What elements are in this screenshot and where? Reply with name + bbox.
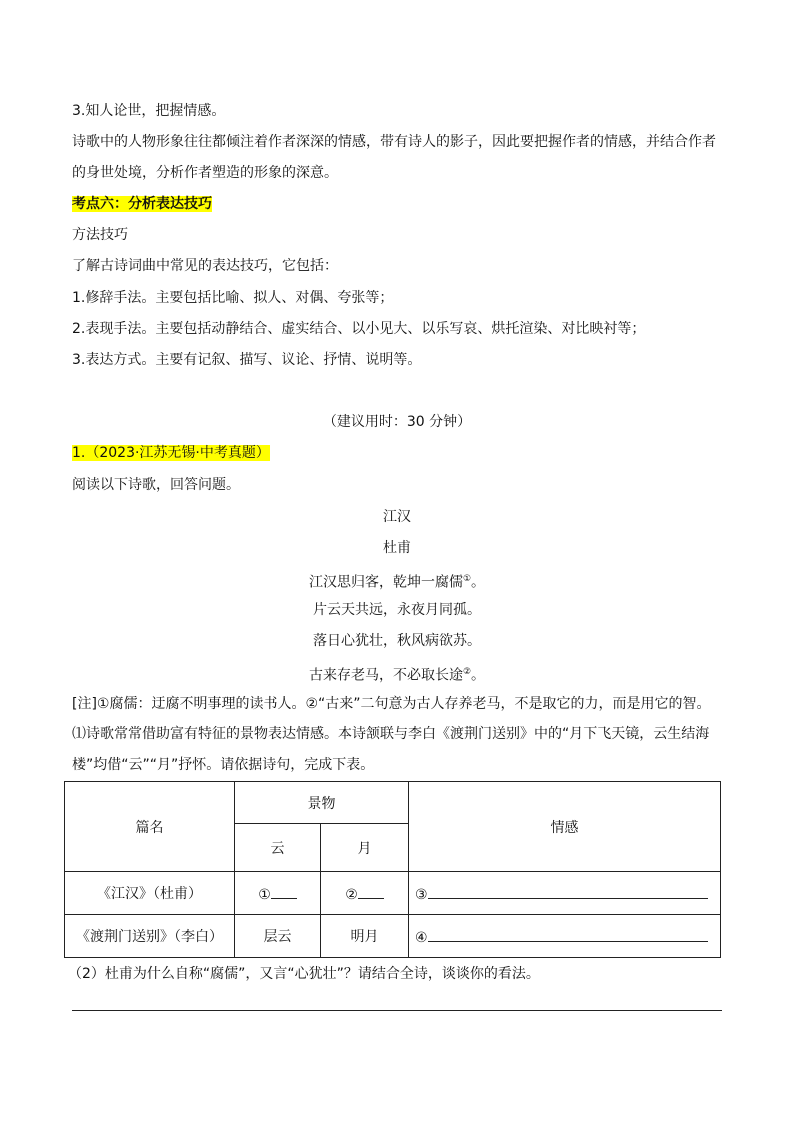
row2-title: 《渡荆门送别》（李白） [65,915,235,958]
header-title: 篇名 [65,782,235,872]
poem-line-3: 落日心犹壮，秋风病欲苏。 [313,633,481,649]
intro-line: 了解古诗词曲中常见的表达技巧，它包括： [72,258,338,274]
poem-line-1: 江汉思归客，乾坤一腐儒①。 [308,574,486,591]
sub-question-2: （2）杜甫为什么自称“腐儒”，又言“心犹壮”？请结合全诗，谈谈你的看法。 [68,966,540,982]
row1-title: 《江汉》（杜甫） [65,872,235,915]
header-scene: 景物 [235,782,409,824]
header-cloud: 云 [235,824,321,872]
poem-line-4: 古来存老马，不必取长途②。 [308,667,486,684]
row2-moon: 明月 [321,915,409,958]
section-heading-highlight: 考点六：分析表达技巧 [72,196,212,212]
section-heading [72,194,212,214]
header-emotion: 情感 [409,782,721,872]
row1-moon-blank[interactable]: ② [321,872,409,915]
poem-line-2: 片云天共远，永夜月同孤。 [313,602,481,618]
method-description: 诗歌中的人物形象往往都倾注着作者深深的情感，带有诗人的影子，因此要把握作者的情感，并结合作者的身世处境，分析作者塑造的形象的深意。 [72,134,716,181]
poem-author: 杜甫 [383,540,411,556]
row1-emotion-blank[interactable]: ③ [409,872,721,915]
question-source [72,443,270,463]
suggested-time: （建议用时：30 分钟） [322,414,472,430]
header-moon: 月 [321,824,409,872]
sub-question-1: ⑴诗歌常常借助富有特征的景物表达情感。本诗颔联与李白《渡荆门送别》中的“月下飞天镜，云生结海楼”均借“云”“月”抒怀。请依据诗句，完成下表。 [72,726,710,773]
question-intro: 阅读以下诗歌，回答问题。 [72,477,240,493]
method-item-3: 3.知人论世，把握情感。 [72,103,226,119]
row2-emotion-blank[interactable]: ④ [409,915,721,958]
question-source-highlight: 1.（2023·江苏无锡·中考真题） [72,445,270,461]
answer-line[interactable] [72,1010,722,1011]
poem-title: 江汉 [383,509,411,525]
technique-item-1: 1.修辞手法。主要包括比喻、拟人、对偶、夸张等； [72,290,394,306]
poem-note: [注]①腐儒：迂腐不明事理的读书人。②“古来”二句意为古人存养老马，不是取它的力，而是用它的智。 [72,696,711,712]
row2-cloud: 层云 [235,915,321,958]
answer-table [64,781,721,958]
row1-cloud-blank[interactable]: ① [235,872,321,915]
technique-item-2: 2.表现手法。主要包括动静结合、虚实结合、以小见大、以乐写哀、烘托渲染、对比映衬等； [72,321,646,337]
technique-item-3: 3.表达方式。主要有记叙、描写、议论、抒情、说明等。 [72,352,422,368]
method-label: 方法技巧 [72,227,128,243]
